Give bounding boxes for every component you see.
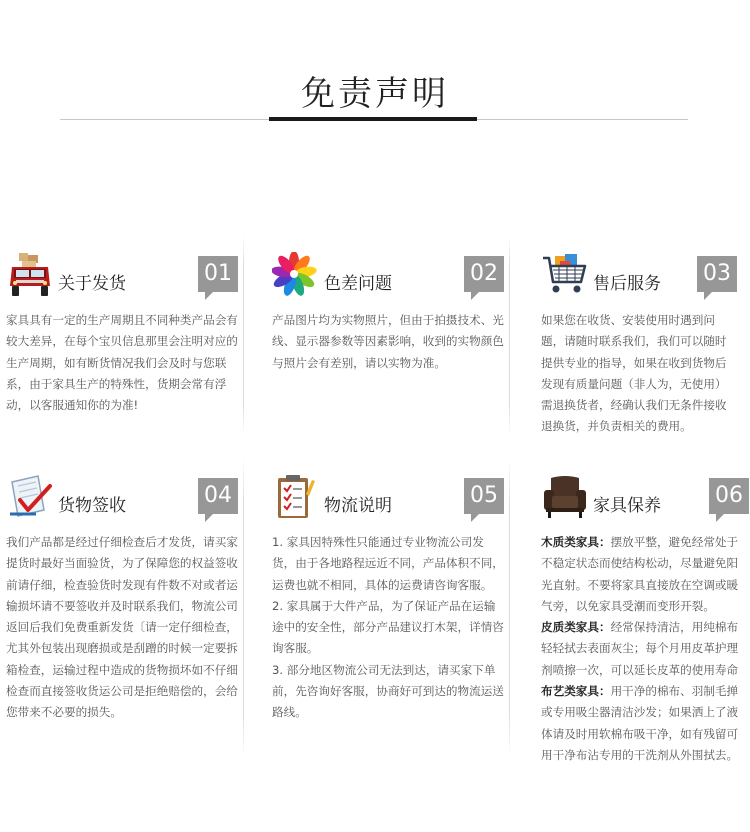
armchair-icon [541, 474, 589, 520]
care-item-label: 布艺类家具： [541, 684, 611, 699]
section-title: 家具保养 [593, 496, 661, 516]
page-title: 免责声明 [301, 74, 449, 114]
section-title: 售后服务 [593, 274, 661, 294]
column-divider [243, 235, 244, 435]
column-divider [509, 458, 510, 758]
care-item-label: 木质类家具： [541, 535, 611, 549]
care-item-label: 皮质类家具： [541, 620, 611, 635]
column-divider [509, 235, 510, 435]
section-text: 我们产品都是经过仔细检查后才发货，请买家提货时最好当面验货，为了保障您的权益签收前请仔细，检查验货时发现有件数不对或者运输损坏请不要签收并及时联系我们，物流公司返回后我们免费重新发货〔请一定仔细检查，尤其外包装出现磨损或是刮蹭的时候一定要拆箱检查，运输过程中造成的货物损坏如不仔细检查而直接签收货运公司是拒绝赔偿的，会给您带来不必要的损失。 [6, 535, 238, 720]
section-text: 产品图片均为实物照片，但由于拍摄技术、光线、显示器参数等因素影响，收到的实物颜色与照片会有差别，请以实物为准。 [272, 313, 504, 370]
care-item-wood [541, 532, 749, 617]
checklist-icon [272, 474, 320, 520]
paragraph: 2. 家具属于大件产品，为了保证产品在运输途中的安全性，部分产品建议打木架，详情咨询客服。 [272, 598, 504, 656]
section-logistics [272, 474, 504, 724]
section-text [541, 532, 749, 766]
section-shipping [6, 252, 238, 416]
section-title: 关于发货 [58, 274, 126, 294]
section-title: 色差问题 [324, 274, 392, 294]
clipboard-check-icon [6, 474, 54, 520]
section-furniture-care [541, 474, 749, 766]
color-palette-icon [272, 252, 320, 298]
section-title: 货物签收 [58, 496, 126, 516]
care-item-text: 经常保持清洁，用纯棉布轻轻拭去表面灰尘；每个月用皮革护理剂喷擦一次，可以延长皮革的使用寿命 [541, 620, 739, 677]
care-item-leather [541, 617, 749, 681]
title-underline [269, 117, 477, 121]
section-receipt [6, 474, 238, 724]
delivery-truck-icon [6, 252, 54, 298]
shopping-cart-icon [541, 252, 589, 298]
section-number: 02 [464, 256, 504, 292]
paragraph: 3. 部分地区物流公司无法到达，请买家下单前，先咨询好客服，协商好可到达的物流运送路线。 [272, 662, 504, 720]
section-text: 如果您在收货、安装使用时遇到问题，请随时联系我们，我们可以随时提供专业的指导，如果在收到货物后发现有质量问题（非人为，无使用）需退换货者，经确认我们无条件接收退换货，并负责相关的费用。 [541, 313, 727, 434]
column-divider [243, 458, 244, 758]
section-number: 06 [709, 478, 749, 514]
section-text [272, 532, 504, 724]
care-item-text: 摆放平整，避免经常处于不稳定状态而使结构松动，尽量避免阳光直射。不要将家具直接放在空调或暖气旁，以免家具受潮而变形开裂。 [541, 535, 739, 613]
section-color-difference [272, 252, 504, 374]
section-after-sales [541, 252, 737, 438]
section-title: 物流说明 [324, 496, 392, 516]
section-number: 05 [464, 478, 504, 514]
section-number: 04 [198, 478, 238, 514]
paragraph: 1. 家具因特殊性只能通过专业物流公司发货，由于各地路程远近不同，产品体积不同，运费也就不相同，具体的运费请咨询客服。 [272, 535, 504, 592]
care-item-fabric [541, 681, 749, 766]
section-text: 家具具有一定的生产周期且不同种类产品会有较大差异，在每个宝贝信息那里会注明对应的生产周期，如有断货情况我们会及时与您联系，由于家具生产的特殊性，货期会常有浮动，以客服通知你的为准! [6, 313, 238, 413]
section-number: 01 [198, 256, 238, 292]
section-number: 03 [697, 256, 737, 292]
care-item-text: 用干净的棉布、羽制毛掸或专用吸尘器清洁沙发；如果洒上了液体请及时用软棉布吸干净，如有残留可用干净布沾专用的干洗剂从外围拭去。 [541, 684, 739, 762]
